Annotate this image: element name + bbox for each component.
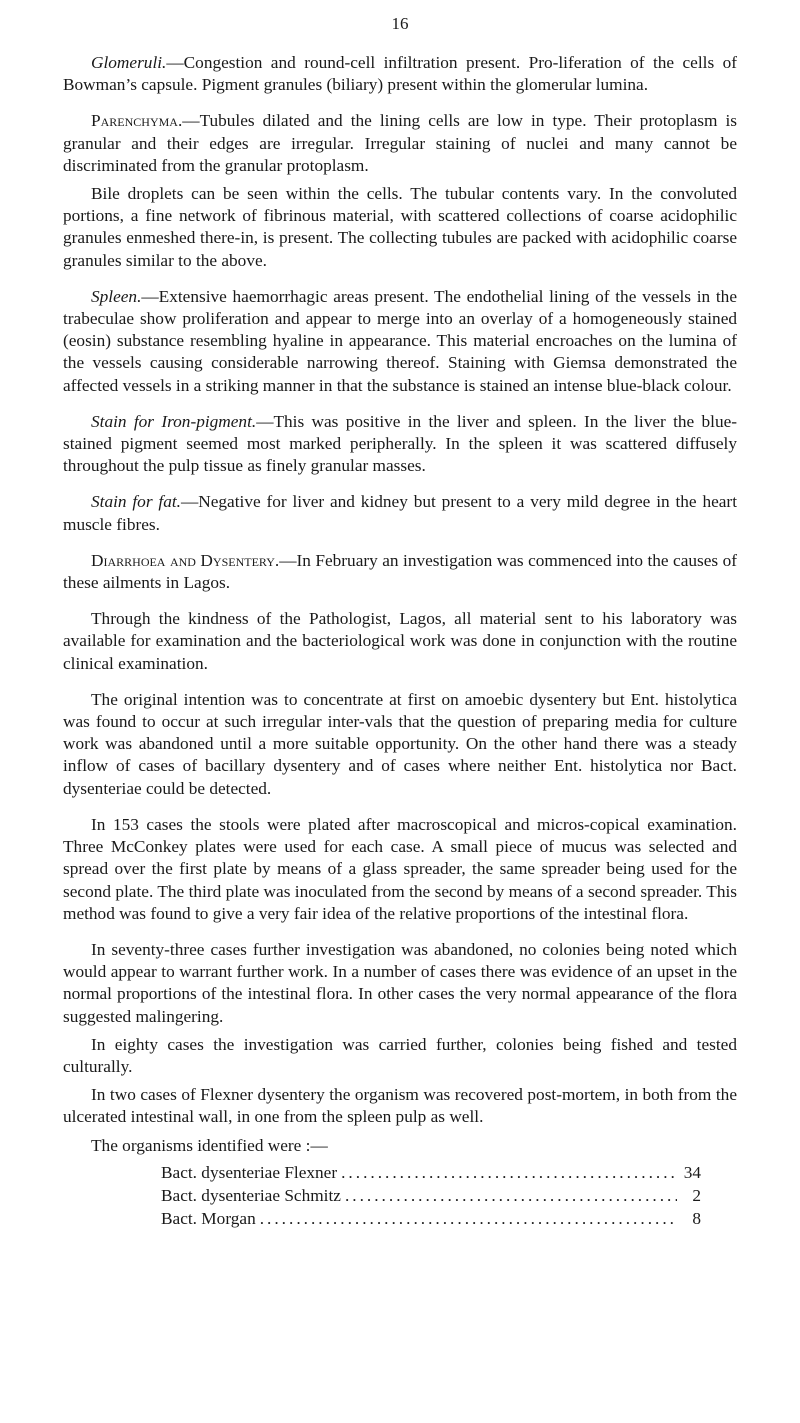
paragraph-flexner bbox=[63, 1084, 737, 1128]
paragraph-text: —This was positive in the liver and spleen. In the liver the blue-stained pigment seemed most marked peripherally. In the spleen it was scattered diffusely throughout the pulp tissue as finely granular masses. bbox=[63, 411, 738, 476]
leader-dots bbox=[341, 1184, 677, 1207]
list-item bbox=[161, 1161, 701, 1184]
paragraph-lead: Spleen. bbox=[91, 286, 142, 306]
paragraph-text: The original intention was to concentrate at first on amoebic dysentery but Ent. histolytica was found to occur at such irregular inter-vals that the question of preparing media for culture work was abandoned until a more suitable opportunity. On the other hand there was a steady inflow of cases of bacillary dysentery and of cases where neither Ent. histolytica nor Bact. dysenteriae could be detected. bbox=[63, 689, 737, 798]
paragraph-spleen bbox=[63, 286, 737, 397]
organism-count: 34 bbox=[683, 1162, 701, 1182]
list-item bbox=[161, 1207, 701, 1230]
paragraph-text: In 153 cases the stools were plated after macroscopical and micros-copical examination. Three McConkey plates were used for each case. A small piece of mucus was selected and spread over the first plate by means of a glass spreader, the same spreader being used for the second plate. The third plate was inoculated from the second by means of a second spreader. This method was found to give a very fair idea of the relative proportions of the intestinal flora. bbox=[63, 814, 737, 923]
paragraph-lead: Stain for fat. bbox=[91, 492, 181, 512]
paragraph-text: —Extensive haemorrhagic areas present. The endothelial lining of the vessels in the trabeculae show proliferation and appear to merge into an overlay of a homogeneously stained (eosin) substance resembling hyaline in appearance. This material encroaches on the lumina of the vessels causing considerable narrowing thereof. Staining with Giemsa demonstrated the affected vessels in a striking manner in that the substance is stained an intense blue-black colour. bbox=[63, 286, 737, 395]
paragraph-lead: Stain for Iron-pigment. bbox=[91, 411, 257, 431]
paragraph-text: Through the kindness of the Pathologist, Lagos, all material sent to his laboratory was available for examination and the bacteriological work was done in conjunction with the routine clinical examination. bbox=[63, 609, 737, 673]
body-text bbox=[63, 52, 737, 1230]
paragraph-text: —Negative for liver and kidney but present to a very mild degree in the heart muscle fibres. bbox=[63, 492, 737, 534]
paragraph-iron-stain bbox=[63, 411, 737, 478]
paragraph-eighty bbox=[63, 1034, 737, 1078]
organisms-list bbox=[161, 1161, 701, 1230]
leader-dots bbox=[337, 1161, 677, 1184]
leader-dots bbox=[256, 1207, 677, 1230]
paragraph-text: —In February an investigation was commenced into the causes of these ailments in Lagos. bbox=[63, 550, 737, 593]
paragraph-text: —Congestion and round-cell infiltration present. Pro-liferation of the cells of Bowman’s capsule. Pigment granules (biliary) present within the glomerular lumina. bbox=[63, 53, 737, 95]
paragraph-text: In two cases of Flexner dysentery the organism was recovered post-mortem, in both from the ulcerated intestinal wall, in one from the spleen pulp as well. bbox=[63, 1085, 737, 1127]
paragraph-fat-stain bbox=[63, 491, 737, 535]
paragraph-bile bbox=[63, 183, 737, 272]
list-item bbox=[161, 1184, 701, 1207]
paragraph-text: In seventy-three cases further investigation was abandoned, no colonies being noted which would appear to warrant further work. In a number of cases there was evidence of an upset in the normal proportions of the intestinal flora. In other cases the very normal appearance of the flora suggested malingering. bbox=[63, 939, 737, 1026]
organism-name: Bact. dysenteriae Flexner bbox=[161, 1162, 338, 1182]
paragraph-lead: Parenchyma. bbox=[91, 111, 183, 131]
paragraph-original-intention bbox=[63, 689, 737, 800]
organism-count: 2 bbox=[692, 1185, 701, 1205]
organism-count: 8 bbox=[692, 1208, 701, 1228]
paragraph-seventy-three bbox=[63, 939, 737, 1028]
paragraph-glomeruli bbox=[63, 52, 737, 96]
paragraph-text: In eighty cases the investigation was carried further, colonies being fished and tested culturally. bbox=[63, 1034, 737, 1076]
paragraph-parenchyma bbox=[63, 110, 737, 177]
paragraph-pathologist bbox=[63, 608, 737, 675]
paragraph-plating bbox=[63, 814, 737, 925]
organism-name: Bact. dysenteriae Schmitz bbox=[161, 1185, 341, 1205]
paragraph-lead: Glomeruli. bbox=[91, 53, 167, 72]
paragraph-text: —Tubules dilated and the lining cells are low in type. Their protoplasm is granular and their edges are irregular. Irregular staining of nuclei and many cannot be discriminated from the granular protoplasm. bbox=[63, 111, 737, 175]
paragraph-text: Bile droplets can be seen within the cells. The tubular contents vary. In the convoluted portions, a fine network of fibrinous material, with scattered collections of coarse acidophilic granules enmeshed there-in, is present. The collecting tubules are packed with acidophilic coarse granules similar to the above. bbox=[63, 184, 737, 270]
organism-name: Bact. Morgan bbox=[161, 1208, 256, 1228]
page-number: 16 bbox=[391, 14, 409, 33]
paragraph-dysentery bbox=[63, 550, 737, 594]
organisms-intro: The organisms identified were :— bbox=[91, 1135, 328, 1155]
paragraph-lead: Diarrhoea and Dysentery. bbox=[91, 550, 280, 570]
